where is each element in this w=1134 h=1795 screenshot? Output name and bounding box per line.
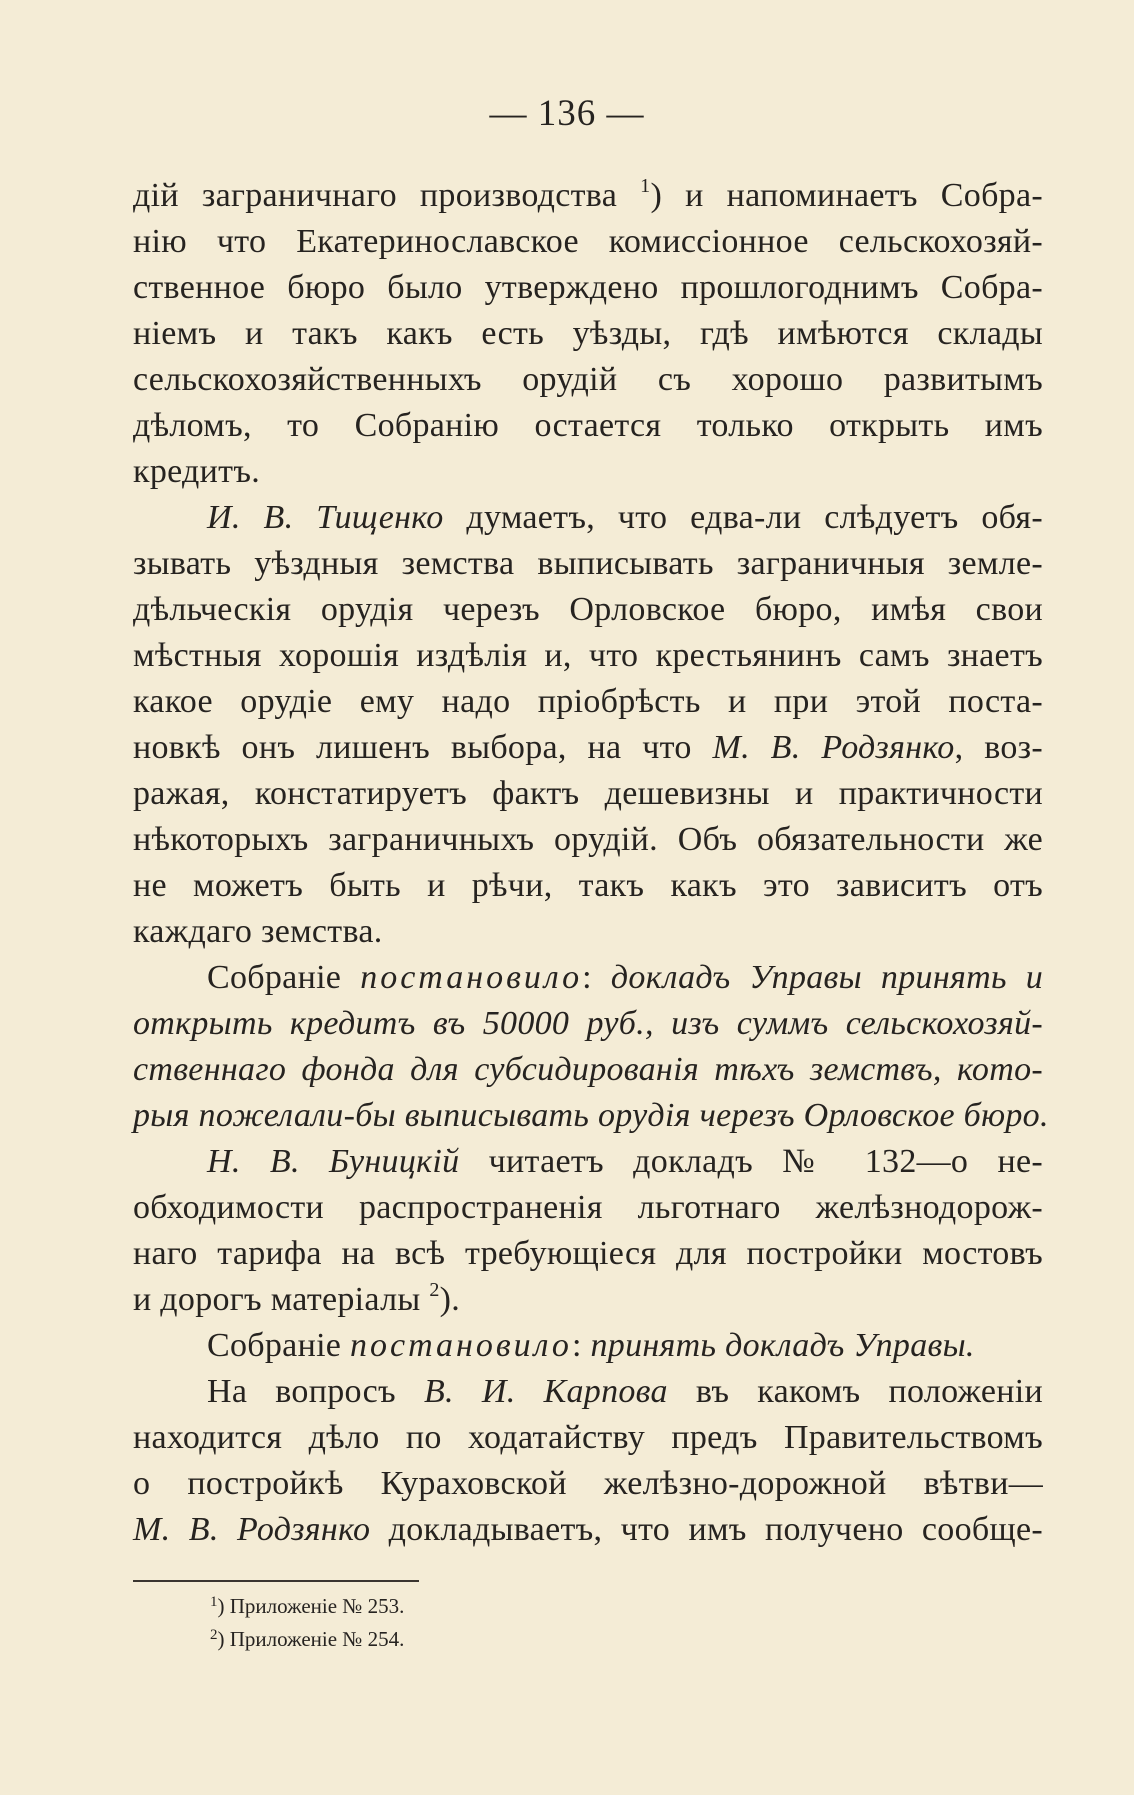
- speaker-name: М. В. Родзянко: [133, 1511, 371, 1548]
- resolution-line: Собраніе постановило: принять докладъ Управы.: [207, 1327, 975, 1364]
- text-line: находится дѣло по ходатайству предъ Правительствомъ: [133, 1419, 1043, 1456]
- resolution-keyword: постановило: [350, 1327, 572, 1364]
- text-line: ражая, констатируетъ фактъ дешевизны и практичности: [133, 775, 1043, 812]
- resolution-line: рыя пожелали-бы выписывать орудія черезъ Орловское бюро.: [133, 1097, 1049, 1134]
- text-line: нѣкоторыхъ заграничныхъ орудій. Объ обязательности же: [133, 821, 1043, 858]
- text-line: ніемъ и такъ какъ есть уѣзды, гдѣ имѣются склады: [133, 315, 1043, 352]
- text-line: дѣльческія орудія черезъ Орловское бюро, имѣя свои: [133, 591, 1043, 628]
- resolution-line: открыть кредитъ въ 50000 руб., изъ суммъ сельскохозяй-: [133, 1005, 1043, 1042]
- text-line: обходимости распространенія льготнаго желѣзнодорож-: [133, 1189, 1043, 1226]
- footnote-ref: 2: [429, 1279, 440, 1301]
- text-line: На вопросъ В. И. Карпова въ какомъ положеніи: [207, 1373, 1044, 1410]
- body-text: [133, 173, 1049, 1553]
- text-line: какое орудіе ему надо пріобрѣсть и при этой поста-: [133, 683, 1043, 720]
- footnote-mark: 2: [210, 1627, 218, 1643]
- footnote-ref: 1: [640, 175, 651, 197]
- resolution-line: Собраніе постановило: докладъ Управы принять и: [207, 959, 1044, 996]
- resolution-line: ственнаго фонда для субсидированія тѣхъ земствъ, кото-: [133, 1051, 1043, 1088]
- text-line: Н. В. Буницкій читаетъ докладъ № 132—о не-: [207, 1143, 1043, 1180]
- speaker-name: М. В. Родзянко: [712, 729, 955, 766]
- footnote-divider: [133, 1580, 419, 1582]
- speaker-name: В. И. Карпова: [423, 1373, 668, 1410]
- text-line: М. В. Родзянко докладываетъ, что имъ получено сообще-: [133, 1511, 1043, 1548]
- text-line: не можетъ быть и рѣчи, такъ какъ это зависитъ отъ: [133, 867, 1043, 904]
- text-line: нію что Екатеринославское комиссіонное сельскохозяй-: [133, 223, 1043, 260]
- text-line: каждаго земства.: [133, 913, 383, 950]
- resolution-text: докладъ Управы принять и: [610, 959, 1044, 996]
- text-line: зывать уѣздныя земства выписывать заграничныя земле-: [133, 545, 1043, 582]
- footnote: $^2$) Приложеніе № 254.: [210, 1627, 405, 1651]
- text-line: сельскохозяйственныхъ орудій съ хорошо развитымъ: [133, 361, 1043, 398]
- page-number: — 136 —: [489, 93, 645, 134]
- footnote: $^1$) Приложеніе № 253.: [210, 1594, 405, 1618]
- text-line: дѣломъ, то Собранію остается только открыть имъ: [133, 407, 1043, 444]
- text-line: новкѣ онъ лишенъ выбора, на что М. В. Родзянко, воз-: [133, 729, 1043, 766]
- resolution-keyword: постановило: [360, 959, 583, 996]
- text-line: наго тарифа на всѣ требующіеся для постройки мостовъ: [133, 1235, 1043, 1272]
- text-line: мѣстныя хорошія издѣлія и, что крестьянинъ самъ знаетъ: [133, 637, 1043, 674]
- text-line: ственное бюро было утверждено прошлогоднимъ Собра-: [133, 269, 1043, 306]
- text-line: дій заграничнаго производства $^1$) и напоминаетъ Собра-: [133, 175, 1043, 214]
- speaker-name: Н. В. Буницкій: [207, 1143, 460, 1180]
- text-line: и дорогъ матеріалы $^2$).: [133, 1279, 461, 1318]
- resolution-text: принять докладъ Управы.: [590, 1327, 975, 1364]
- text-line: кредитъ.: [133, 453, 260, 490]
- text-line: о постройкѣ Кураховской желѣзно-дорожной вѣтви—: [133, 1465, 1043, 1502]
- footnotes: [210, 1590, 404, 1656]
- text-line: И. В. Тищенко думаетъ, что едва-ли слѣдуетъ обя-: [207, 499, 1043, 536]
- speaker-name: И. В. Тищенко: [207, 499, 444, 536]
- footnote-mark: 1: [210, 1594, 218, 1610]
